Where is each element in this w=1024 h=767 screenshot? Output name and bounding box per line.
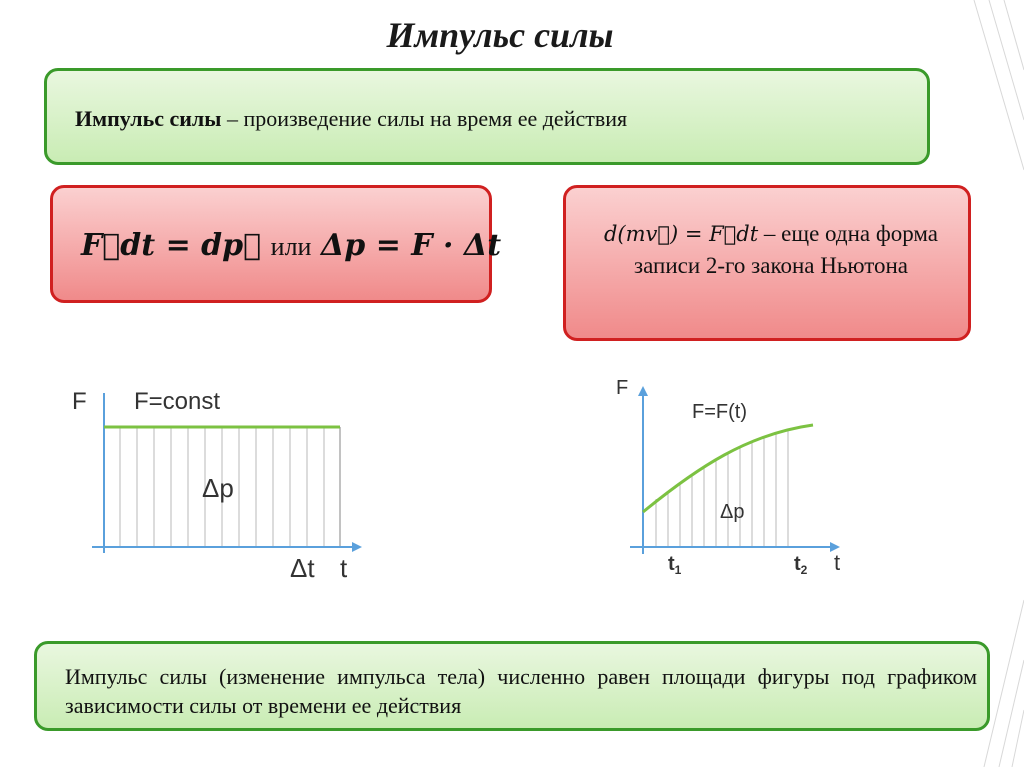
formula-part1: F⃗dt = dp⃗ [81, 228, 262, 263]
formula-part2: Δp = F · Δt [321, 228, 502, 263]
graph-left-tick-label: Δt [290, 553, 315, 583]
graph-right-function-label: F=F(t) [692, 401, 747, 423]
graph-left-function-label: F=const [134, 388, 221, 415]
graph-right-hatching [656, 430, 788, 547]
graph-right-t1-label [668, 553, 682, 577]
newton-formula: d(mv⃗) = F⃗dt [603, 222, 759, 246]
graph-right-t2-label [794, 553, 808, 577]
definition-text [75, 106, 627, 132]
conclusion-box [34, 641, 990, 731]
conclusion-text: Импульс силы (изменение импульса тела) численно равен площади фигуры под графиком зависимости силы от времени ее действия [65, 664, 977, 719]
graph-variable-force [608, 372, 858, 587]
formula-text [81, 228, 501, 263]
slide-title: Импульс силы [386, 15, 614, 55]
graph-right-t1-sub: 1 [674, 563, 682, 577]
graph-right-t1-main: t [668, 553, 675, 575]
newton-law-box [563, 185, 971, 341]
graph-constant-force [62, 375, 372, 590]
definition-term: Импульс силы [75, 106, 222, 131]
graph-right-t2-sub: 2 [800, 563, 808, 577]
graph-right-t2-main: t [794, 553, 801, 575]
graph-right-axis-x-label: t [834, 550, 841, 575]
definition-box [44, 68, 930, 165]
graph-left-axis-y-label: F [72, 388, 87, 415]
graph-right-axis-y-label: F [616, 377, 629, 399]
formula-box [50, 185, 502, 303]
newton-description: – еще одна форма записи 2-го закона Ньютона [634, 221, 939, 279]
graph-right-area-label: Δp [720, 501, 745, 523]
formula-word: или [270, 232, 312, 261]
newton-law-text [576, 218, 966, 282]
graph-left-x-arrow [352, 542, 362, 552]
definition-rest: – произведение силы на время ее действия [221, 106, 628, 131]
graph-left-axis-x-label: t [340, 553, 348, 583]
graph-left-area-label: Δp [202, 473, 234, 503]
graph-right-y-arrow [638, 386, 648, 396]
